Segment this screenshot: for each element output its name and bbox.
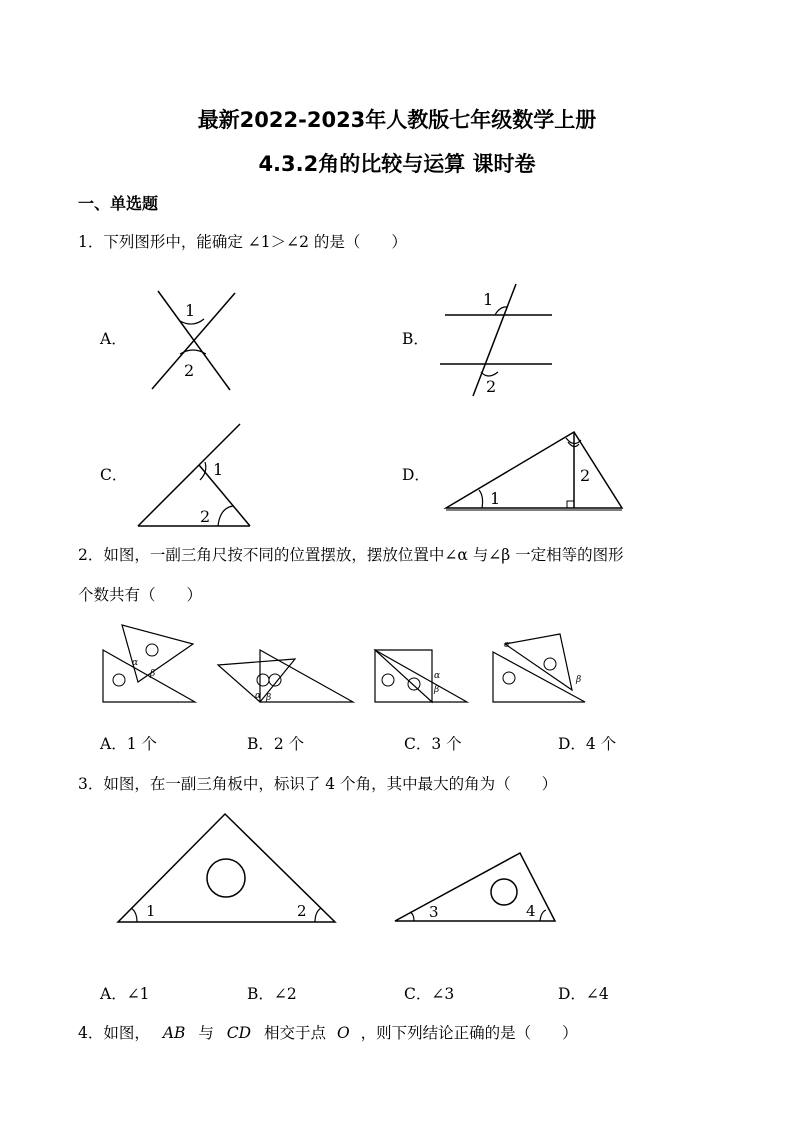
question-2-stem-line-2: 个数共有（ ）: [78, 586, 203, 604]
q2-f3-alpha: α: [434, 671, 441, 681]
q4-segment-ab: AB: [162, 1024, 186, 1042]
q1-b-angle-2: 2: [486, 377, 497, 396]
q1-c-angle-1: 1: [213, 460, 224, 479]
q2-figure-1: [100, 622, 200, 704]
q1-d-angle-2: 2: [580, 466, 591, 485]
question-4-stem: [78, 1023, 578, 1043]
q3-option-b: B．∠2: [247, 985, 297, 1003]
q4-point-o: O: [336, 1024, 350, 1042]
q1-a-angle-1: 1: [185, 301, 196, 320]
q1-option-b-label: B．: [402, 330, 429, 348]
q2-option-a: A．1 个: [100, 735, 157, 753]
q4-stem-end: ，则下列结论正确的是（ ）: [360, 1024, 578, 1042]
q2-option-d: D．4 个: [558, 735, 617, 753]
q3-option-c: C．∠3: [404, 985, 455, 1003]
q2-option-c: C．3 个: [404, 735, 462, 753]
question-1-stem: 1．下列图形中，能确定 ∠1＞∠2 的是（ ）: [78, 233, 407, 251]
q3-angle-2: 2: [297, 902, 307, 920]
q2-option-b: B．2 个: [247, 735, 305, 753]
title-line-2: 4.3.2角的比较与运算 课时卷: [258, 152, 536, 176]
q1-figure-c: [138, 422, 253, 530]
q1-d-angle-1: 1: [490, 489, 501, 508]
q1-figure-b: [440, 284, 560, 399]
section-heading: 一、单选题: [78, 194, 159, 213]
q1-figure-d: [444, 428, 626, 516]
question-2-stem-line-1: 2．如图，一副三角尺按不同的位置摆放，摆放位置中∠α 与∠β 一定相等的图形: [78, 546, 624, 564]
q2-figure-4: [490, 622, 590, 704]
q4-stem-start: 4．如图，: [78, 1024, 150, 1042]
q2-f2-alpha: α: [255, 691, 262, 701]
q3-figure-right-triangle: [392, 850, 562, 930]
question-3-stem: 3．如图，在一副三角板中，标识了 4 个角，其中最大的角为（ ）: [78, 775, 558, 793]
q1-b-angle-1: 1: [483, 290, 494, 309]
q1-option-a-label: A．: [100, 330, 127, 348]
q1-option-c-label: C．: [100, 466, 128, 484]
q1-figure-a: [140, 288, 250, 393]
q2-f2-beta: β: [266, 693, 272, 703]
q3-figure-left-triangle: [115, 810, 340, 928]
q2-f1-beta: β: [150, 669, 156, 679]
q3-option-a: A．∠1: [100, 985, 150, 1003]
q3-angle-3: 3: [429, 903, 439, 921]
q4-mid-text: 相交于点: [264, 1024, 327, 1042]
title-line-1: 最新2022-2023年人教版七年级数学上册: [197, 108, 597, 132]
q2-figure-3: [372, 622, 472, 704]
q1-a-angle-2: 2: [184, 361, 195, 380]
q3-option-d: D．∠4: [558, 985, 609, 1003]
q2-f1-alpha: α: [132, 658, 139, 668]
q2-f4-beta: β: [576, 675, 582, 685]
q2-f4-alpha: α: [504, 640, 511, 650]
q3-angle-4: 4: [526, 902, 536, 920]
q1-c-angle-2: 2: [200, 507, 211, 526]
q4-segment-cd: CD: [226, 1024, 252, 1042]
q2-figure-2: [215, 622, 355, 704]
q3-angle-1: 1: [146, 902, 156, 920]
q4-connector: 与: [198, 1024, 214, 1042]
q2-f3-beta: β: [434, 685, 440, 695]
q1-option-d-label: D．: [402, 466, 430, 484]
